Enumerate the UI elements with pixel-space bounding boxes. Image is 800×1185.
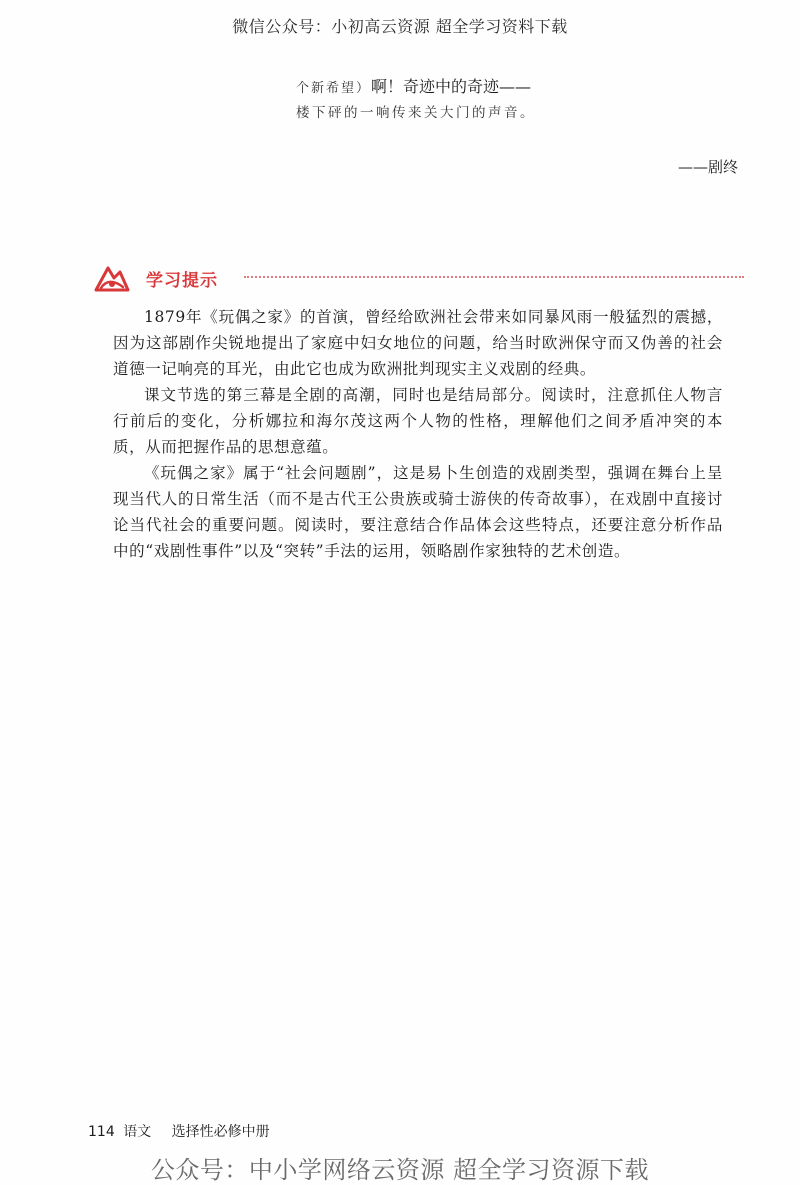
bottom-watermark: 公众号：中小学网络云资源 超全学习资源下载: [150, 1156, 650, 1184]
dialogue-speech: 啊！奇迹中的奇迹——: [371, 77, 532, 96]
tips-dotted-rule: [244, 276, 744, 278]
top-watermark: 微信公众号：小初高云资源 超全学习资料下载: [232, 17, 568, 36]
page-number: 114: [88, 1124, 115, 1140]
footer-subject: 语文: [123, 1124, 152, 1140]
tips-paragraph: 1879年《玩偶之家》的首演，曾经给欧洲社会带来如同暴风雨一般猛烈的震撼，因为这部剧作尖锐地提出了家庭中妇女地位的问题，给当时欧洲保守而又伪善的社会道德一记响亮的耳光，由此它也成为欧洲批判现实主义戏剧的经典。: [113, 308, 723, 378]
learning-tips-icon: [94, 262, 130, 294]
tips-paragraph: 《玩偶之家》属于“社会问题剧”，这是易卜生创造的戏剧类型，强调在舞台上呈现当代人的日常生活（而不是古代王公贵族或骑士游侠的传奇故事），在戏剧中直接讨论当代社会的重要问题。阅读时，要注意结合作品体会这些特点，还要注意分析作品中的“戏剧性事件”以及“突转”手法的运用，领略剧作家独特的艺术创造。: [113, 464, 723, 560]
footer-book-title: 选择性必修中册: [171, 1124, 270, 1140]
tips-paragraph: 课文节选的第三幕是全剧的高潮，同时也是结局部分。阅读时，注意抓住人物言行前后的变化，分析娜拉和海尔茂这两个人物的性格，理解他们之间矛盾冲突的本质，从而把握作品的思想意蕴。: [113, 386, 723, 456]
page-footer: [88, 1121, 270, 1141]
play-ending-block: [296, 74, 756, 124]
tips-title: 学习提示: [146, 271, 218, 291]
dialogue-parenthetical: 个新希望）: [296, 81, 372, 96]
tips-body: [113, 304, 723, 564]
end-mark: ——剧终: [677, 158, 738, 176]
dialogue-line: [296, 74, 756, 102]
stage-direction: 楼下砰的一响传来关大门的声音。: [296, 105, 536, 121]
tips-header: [94, 262, 744, 296]
